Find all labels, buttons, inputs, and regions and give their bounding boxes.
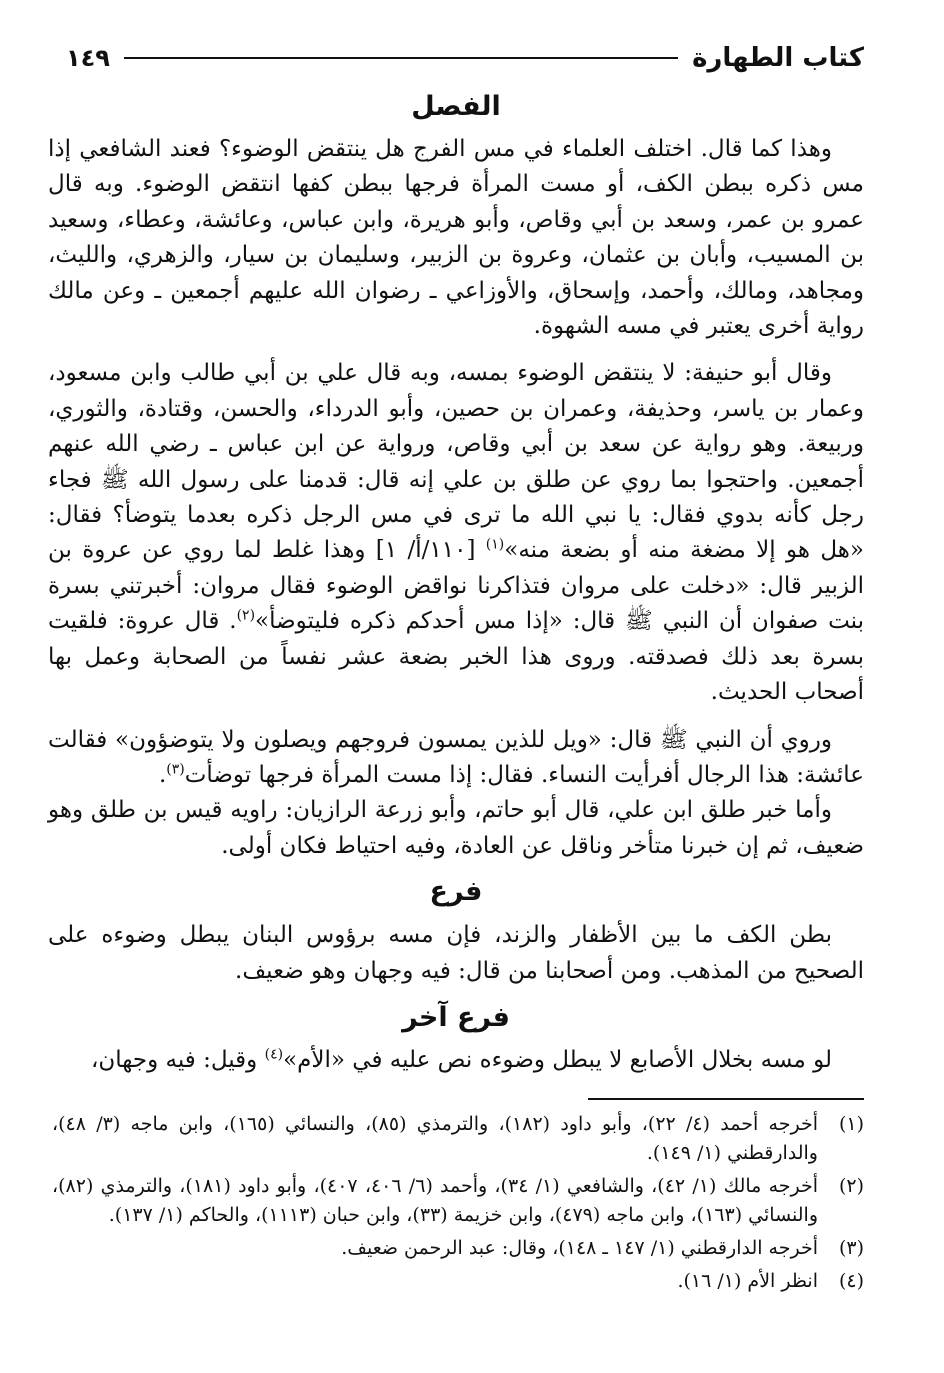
footnote-ref: (١) (485, 536, 505, 553)
footnote-text: أخرجه الدارقطني (١/ ١٤٧ ـ ١٤٨)، وقال: عبد الرحمن ضعيف. (341, 1237, 818, 1259)
paragraph: وهذا كما قال. اختلف العلماء في مس الفرج هل ينتقض الوضوء؟ فعند الشافعي إذا مس ذكره ببطن الكف، أو مست المرأة فرجها ببطن كفها انتقض الوضوء. وبه قال عمرو بن عمر، وسعد بن أبي وقاص، وأبو هريرة، وابن عباس، وعائشة، وعطاء، وسعيد بن المسيب، وأبان بن عثمان، وعروة بن الزبير، وسليمان بن سيار، والزهري، والليث، ومجاهد، ومالك، وأحمد، وإسحاق، والأوزاعي ـ رضوان الله عليهم أجمعين ـ وعن مالك رواية أخرى يعتبر في مسه الشهوة. (48, 136, 865, 340)
footnote-ref: (٢) (236, 607, 256, 624)
paragraph-text: . (158, 761, 167, 788)
footnote-ref: (٤) (264, 1046, 284, 1063)
running-header (66, 32, 864, 84)
paragraph: وأما خبر طلق ابن علي، قال أبو حاتم، وأبو زرعة الرازيان: راويه قيس بن طلق وهو ضعيف، ثم إن خبرنا متأخر وناقل عن العادة، وفيه احتياط فكان أولى. (48, 797, 864, 859)
book-title: كتاب الطهارة (692, 43, 864, 73)
footnote-text: انظر الأم (١/ ١٦). (677, 1270, 818, 1292)
page-number: ١٤٩ (66, 44, 110, 72)
footnote (52, 1234, 864, 1263)
section-heading-far-akhar: فرع آخر (402, 1001, 510, 1033)
footnote (52, 1110, 864, 1168)
paragraph-text: [١١٠/أ/ ١] وهذا غلط لما روي عن عروة بن الزبير قال: «دخلت على مروان فتذاكرنا نواقض الوضوء فقال مروان: أخبرتني بسرة بنت صفوان أن النبي ﷺ قال: «إذا مس أحدكم ذكره فليتوضأ» (48, 537, 864, 635)
paragraph-text: . قال عروة: فلقيت بسرة بعد ذلك فصدقته. وروى هذا الخبر بضعة عشر نفساً من الصحابة وعمل بها أصحاب الحديث. (48, 608, 864, 706)
footnote (52, 1267, 864, 1296)
footnote-ref: (٣) (166, 761, 185, 778)
paragraph-text: لو مسه بخلال الأصابع لا يبطل وضوءه نص عليه في «الأم» (283, 1046, 832, 1073)
footnote-number: (٣) (838, 1237, 864, 1259)
footnote-separator (588, 1098, 864, 1100)
footnote-number: (٢) (838, 1175, 864, 1197)
section-heading-far: فرع (429, 876, 483, 908)
section-heading-fasl: الفصل (411, 91, 501, 122)
footnotes (52, 1110, 864, 1300)
paragraph-text: وروي أن النبي ﷺ قال: «ويل للذين يمسون فروجهم ويصلون ولا يتوضؤون» فقالت عائشة: هذا الرجال أفرأيت النساء. فقال: إذا مست المرأة فرجها توضأت (48, 726, 864, 788)
footnote (52, 1172, 864, 1230)
paragraph-text: وقيل: فيه وجهان، (90, 1046, 265, 1073)
paragraph (48, 723, 864, 794)
footnote-text: أخرجه مالك (١/ ٤٢)، والشافعي (١/ ٣٤)، وأحمد (٦/ ٤٠٦، ٤٠٧)، وأبو داود (١٨١)، والترمذي (٨٢)، والنسائي (١٦٣)، وابن ماجه (٤٧٩)، وابن خزيمة (٣٣)، وابن حبان (١١١٣)، والحاكم (١/ ١٣٧). (52, 1175, 819, 1226)
footnote-text: أخرجه أحمد (٤/ ٢٢)، وأبو داود (١٨٢)، والترمذي (٨٥)، والنسائي (١٦٥)، وابن ماجه (٣/ ٤٨)، والدارقطني (١/ ١٤٩). (52, 1113, 818, 1164)
paragraph-text: وقال أبو حنيفة: لا ينتقض الوضوء بمسه، وبه قال علي بن أبي طالب وابن مسعود، وعمار بن ياسر، وحذيفة، وعمران بن حصين، وأبو الدرداء، والحسن، وقتادة، والثوري، وربيعة. وهو رواية عن سعد بن أبي وقاص، ورواية عن ابن عباس ـ رضي الله عنهم أجمعين. واحتجوا بما روي عن طلق بن علي إنه قال: قدمنا على رسول الله ﷺ فجاء رجل كأنه بدوي فقال: يا نبي الله ما ترى في مس الرجل ذكره بعدما يتوضأ؟ فقال: «هل هو إلا مضغة منه أو بضعة منه» (48, 360, 864, 564)
paragraph: بطن الكف ما بين الأظفار والزند، فإن مسه برؤوس البنان يبطل وضوءه على الصحيح من المذهب. ومن أصحابنا من قال: فيه وجهان وهو ضعيف. (48, 922, 864, 984)
footnote-number: (٤) (838, 1270, 864, 1292)
paragraph (48, 356, 864, 710)
header-rule (124, 57, 678, 59)
paragraph (48, 1043, 864, 1078)
main-text (48, 86, 864, 1078)
footnote-number: (١) (838, 1113, 864, 1135)
